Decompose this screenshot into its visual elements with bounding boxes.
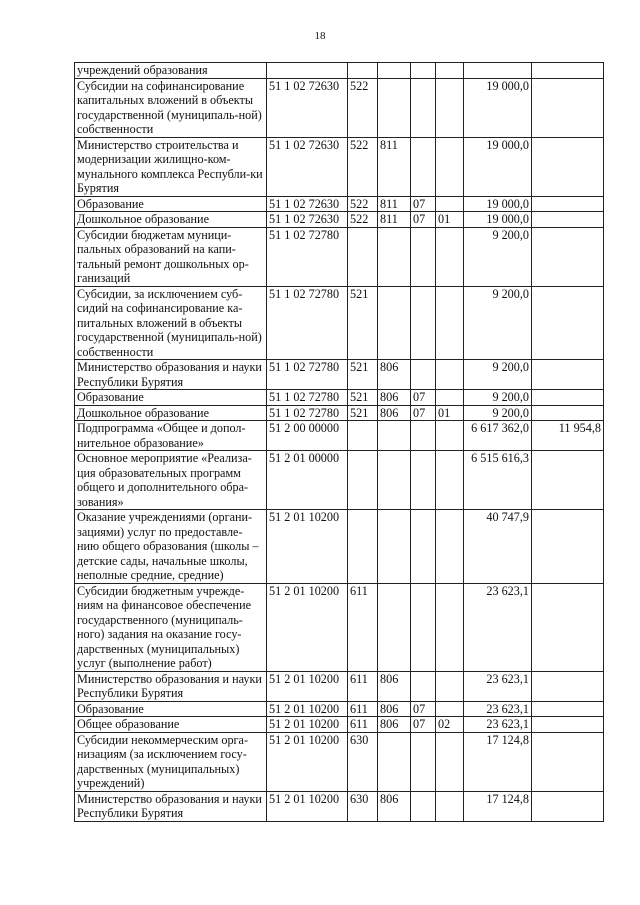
row-code-cell: 51 1 02 72780 (267, 390, 348, 406)
row-section-cell (411, 227, 436, 286)
row-extra-amount-cell (532, 510, 604, 584)
row-amount-cell: 17 124,8 (464, 791, 532, 821)
row-section-cell: 07 (411, 717, 436, 733)
row-code-cell: 51 2 01 10200 (267, 583, 348, 671)
row-administrator-cell: 811 (378, 137, 411, 196)
table-row (75, 360, 604, 390)
budget-table-body (75, 63, 604, 822)
row-expense-type-cell: 522 (348, 137, 378, 196)
row-amount-cell: 19 000,0 (464, 196, 532, 212)
row-expense-type-cell: 630 (348, 791, 378, 821)
row-expense-type-cell: 521 (348, 360, 378, 390)
row-name-cell: Основное мероприятие «Реализа-ция образовательных программ общего и дополнительного обра-зования» (75, 451, 267, 510)
row-subsection-cell (436, 791, 464, 821)
row-section-cell: 07 (411, 701, 436, 717)
row-code-cell: 51 1 02 72780 (267, 405, 348, 421)
row-administrator-cell (378, 227, 411, 286)
row-section-cell (411, 63, 436, 79)
row-amount-cell: 9 200,0 (464, 286, 532, 360)
row-extra-amount-cell (532, 63, 604, 79)
table-row (75, 227, 604, 286)
row-extra-amount-cell (532, 701, 604, 717)
row-section-cell: 07 (411, 405, 436, 421)
row-code-cell: 51 2 01 10200 (267, 510, 348, 584)
row-code-cell: 51 1 02 72780 (267, 227, 348, 286)
row-section-cell: 07 (411, 196, 436, 212)
row-expense-type-cell: 522 (348, 78, 378, 137)
table-row (75, 732, 604, 791)
row-expense-type-cell: 611 (348, 583, 378, 671)
page-number: 18 (314, 30, 326, 42)
row-section-cell (411, 286, 436, 360)
table-row (75, 78, 604, 137)
row-extra-amount-cell (532, 717, 604, 733)
table-row (75, 405, 604, 421)
row-expense-type-cell (348, 227, 378, 286)
row-name-cell: Образование (75, 196, 267, 212)
row-amount-cell: 40 747,9 (464, 510, 532, 584)
row-expense-type-cell: 611 (348, 671, 378, 701)
row-subsection-cell: 01 (436, 405, 464, 421)
row-amount-cell: 23 623,1 (464, 583, 532, 671)
row-name-cell: учреждений образования (75, 63, 267, 79)
row-amount-cell: 23 623,1 (464, 671, 532, 701)
row-amount-cell: 23 623,1 (464, 701, 532, 717)
row-administrator-cell (378, 732, 411, 791)
row-amount-cell: 9 200,0 (464, 405, 532, 421)
row-section-cell (411, 791, 436, 821)
row-expense-type-cell: 521 (348, 405, 378, 421)
table-row (75, 212, 604, 228)
row-section-cell (411, 451, 436, 510)
row-code-cell: 51 2 01 10200 (267, 701, 348, 717)
row-extra-amount-cell (532, 791, 604, 821)
row-name-cell: Субсидии, за исключением суб-сидий на софинансирование ка-питальных вложений в объекты государственной (муниципаль-ной) собственности (75, 286, 267, 360)
row-administrator-cell: 806 (378, 360, 411, 390)
row-extra-amount-cell (532, 212, 604, 228)
row-name-cell: Общее образование (75, 717, 267, 733)
row-administrator-cell (378, 421, 411, 451)
row-section-cell (411, 671, 436, 701)
row-subsection-cell: 02 (436, 717, 464, 733)
table-row (75, 196, 604, 212)
row-administrator-cell: 806 (378, 405, 411, 421)
row-name-cell: Субсидии некоммерческим орга-низациям (за исключением госу-дарственных (муниципальных) учреждений) (75, 732, 267, 791)
row-extra-amount-cell (532, 196, 604, 212)
row-name-cell: Субсидии бюджетным учрежде-ниям на финансовое обеспечение государственного (муниципаль-ного) задания на оказание госу-дарственных (муниципальных) услуг (выполнение работ) (75, 583, 267, 671)
row-section-cell: 07 (411, 212, 436, 228)
row-subsection-cell (436, 78, 464, 137)
row-administrator-cell (378, 286, 411, 360)
row-expense-type-cell: 522 (348, 212, 378, 228)
row-extra-amount-cell (532, 671, 604, 701)
table-row (75, 510, 604, 584)
row-amount-cell: 9 200,0 (464, 227, 532, 286)
row-code-cell: 51 1 02 72630 (267, 137, 348, 196)
row-subsection-cell: 01 (436, 212, 464, 228)
row-expense-type-cell (348, 421, 378, 451)
row-amount-cell: 19 000,0 (464, 137, 532, 196)
row-extra-amount-cell (532, 732, 604, 791)
row-amount-cell: 6 617 362,0 (464, 421, 532, 451)
row-section-cell (411, 732, 436, 791)
row-amount-cell: 6 515 616,3 (464, 451, 532, 510)
row-subsection-cell (436, 732, 464, 791)
row-code-cell: 51 1 02 72630 (267, 78, 348, 137)
row-code-cell: 51 2 01 10200 (267, 791, 348, 821)
row-section-cell (411, 78, 436, 137)
row-code-cell: 51 1 02 72630 (267, 212, 348, 228)
row-administrator-cell: 806 (378, 791, 411, 821)
table-row (75, 671, 604, 701)
row-administrator-cell: 811 (378, 212, 411, 228)
row-code-cell (267, 63, 348, 79)
row-name-cell: Министерство образования и науки Республики Бурятия (75, 671, 267, 701)
row-name-cell: Образование (75, 701, 267, 717)
row-name-cell: Субсидии на софинансирование капитальных вложений в объекты государственной (муниципаль-ной) собственности (75, 78, 267, 137)
row-name-cell: Министерство образования и науки Республики Бурятия (75, 791, 267, 821)
table-row (75, 717, 604, 733)
row-subsection-cell (436, 583, 464, 671)
row-expense-type-cell: 522 (348, 196, 378, 212)
row-code-cell: 51 2 01 10200 (267, 732, 348, 791)
row-section-cell (411, 421, 436, 451)
row-expense-type-cell: 630 (348, 732, 378, 791)
row-expense-type-cell (348, 510, 378, 584)
row-subsection-cell (436, 510, 464, 584)
row-extra-amount-cell (532, 137, 604, 196)
row-administrator-cell: 806 (378, 717, 411, 733)
table-row (75, 701, 604, 717)
row-extra-amount-cell (532, 227, 604, 286)
row-code-cell: 51 2 01 10200 (267, 717, 348, 733)
row-amount-cell: 19 000,0 (464, 78, 532, 137)
row-subsection-cell (436, 421, 464, 451)
row-section-cell (411, 510, 436, 584)
row-code-cell: 51 2 01 10200 (267, 671, 348, 701)
row-section-cell (411, 583, 436, 671)
table-row (75, 390, 604, 406)
row-subsection-cell (436, 196, 464, 212)
row-code-cell: 51 1 02 72630 (267, 196, 348, 212)
row-amount-cell: 23 623,1 (464, 717, 532, 733)
table-row (75, 421, 604, 451)
row-expense-type-cell (348, 63, 378, 79)
row-administrator-cell: 806 (378, 390, 411, 406)
row-administrator-cell: 806 (378, 671, 411, 701)
row-subsection-cell (436, 390, 464, 406)
row-subsection-cell (436, 360, 464, 390)
row-extra-amount-cell (532, 390, 604, 406)
row-name-cell: Образование (75, 390, 267, 406)
row-name-cell: Дошкольное образование (75, 405, 267, 421)
table-row (75, 451, 604, 510)
row-name-cell: Субсидии бюджетам муници-пальных образований на капи-тальный ремонт дошкольных ор-ганизаций (75, 227, 267, 286)
row-subsection-cell (436, 286, 464, 360)
table-row (75, 583, 604, 671)
row-name-cell: Министерство образования и науки Республики Бурятия (75, 360, 267, 390)
budget-table (74, 62, 604, 822)
row-code-cell: 51 1 02 72780 (267, 360, 348, 390)
row-administrator-cell (378, 78, 411, 137)
row-amount-cell: 9 200,0 (464, 390, 532, 406)
row-name-cell: Подпрограмма «Общее и допол-нительное образование» (75, 421, 267, 451)
row-section-cell (411, 137, 436, 196)
row-expense-type-cell: 521 (348, 390, 378, 406)
row-subsection-cell (436, 227, 464, 286)
row-code-cell: 51 2 00 00000 (267, 421, 348, 451)
row-subsection-cell (436, 701, 464, 717)
row-expense-type-cell: 521 (348, 286, 378, 360)
row-section-cell: 07 (411, 390, 436, 406)
row-code-cell: 51 1 02 72780 (267, 286, 348, 360)
row-subsection-cell (436, 63, 464, 79)
row-administrator-cell (378, 583, 411, 671)
row-name-cell: Министерство строительства и модернизации жилищно-ком-мунального комплекса Республи-ки Бурятия (75, 137, 267, 196)
row-section-cell (411, 360, 436, 390)
table-row (75, 63, 604, 79)
row-amount-cell: 19 000,0 (464, 212, 532, 228)
row-amount-cell (464, 63, 532, 79)
row-name-cell: Оказание учреждениями (органи-зациями) услуг по предоставле-нию общего образования (школы – детские сады, начальные школы, неполные средние, средние) (75, 510, 267, 584)
row-administrator-cell (378, 63, 411, 79)
row-subsection-cell (436, 137, 464, 196)
table-row (75, 286, 604, 360)
row-extra-amount-cell: 11 954,8 (532, 421, 604, 451)
table-row (75, 791, 604, 821)
row-administrator-cell: 806 (378, 701, 411, 717)
row-administrator-cell: 811 (378, 196, 411, 212)
row-expense-type-cell (348, 451, 378, 510)
row-subsection-cell (436, 671, 464, 701)
row-expense-type-cell: 611 (348, 717, 378, 733)
row-subsection-cell (436, 451, 464, 510)
table-row (75, 137, 604, 196)
row-expense-type-cell: 611 (348, 701, 378, 717)
row-extra-amount-cell (532, 451, 604, 510)
row-extra-amount-cell (532, 360, 604, 390)
row-name-cell: Дошкольное образование (75, 212, 267, 228)
row-extra-amount-cell (532, 405, 604, 421)
row-extra-amount-cell (532, 286, 604, 360)
row-amount-cell: 9 200,0 (464, 360, 532, 390)
row-administrator-cell (378, 510, 411, 584)
row-extra-amount-cell (532, 583, 604, 671)
row-extra-amount-cell (532, 78, 604, 137)
row-administrator-cell (378, 451, 411, 510)
row-code-cell: 51 2 01 00000 (267, 451, 348, 510)
row-amount-cell: 17 124,8 (464, 732, 532, 791)
